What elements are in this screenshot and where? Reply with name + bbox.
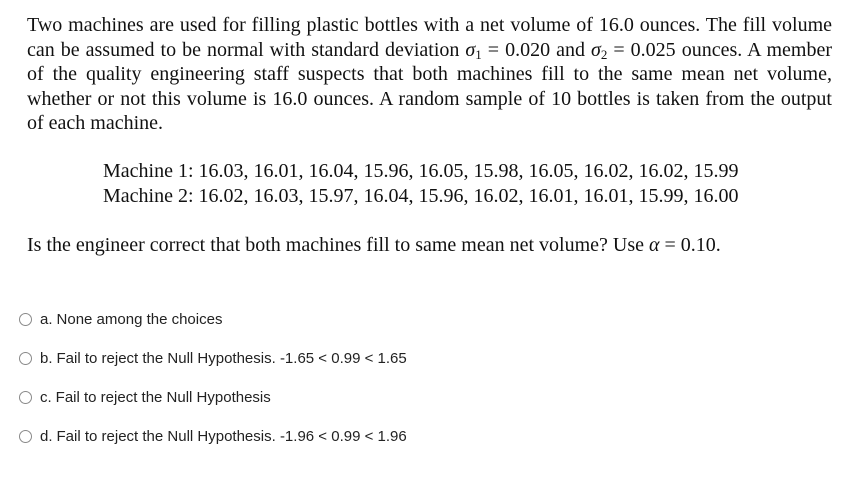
radio-b[interactable] bbox=[19, 352, 32, 365]
sigma-1-value: = 0.020 and bbox=[481, 38, 591, 61]
machine-1-data: Machine 1: 16.03, 16.01, 16.04, 15.96, 16.05, 15.98, 16.05, 16.02, 16.02, 15.99 bbox=[103, 160, 739, 182]
sigma-2-subscript: 2 bbox=[600, 46, 608, 62]
sample-data bbox=[103, 159, 739, 209]
choice-a-letter: a. bbox=[40, 310, 53, 328]
alpha-value: = 0.10. bbox=[659, 234, 721, 256]
alpha-symbol: α bbox=[649, 234, 660, 256]
question bbox=[27, 233, 721, 258]
choice-d-text: Fail to reject the Null Hypothesis. -1.96 < 0.99 < 1.96 bbox=[56, 427, 407, 445]
radio-c[interactable] bbox=[19, 391, 32, 404]
radio-d[interactable] bbox=[19, 430, 32, 443]
question-text: Is the engineer correct that both machines fill to same mean net volume? Use bbox=[27, 234, 650, 256]
sigma-1-symbol: σ bbox=[465, 38, 476, 61]
sigma-2-symbol: σ bbox=[591, 38, 601, 61]
choice-b-letter: b. bbox=[40, 349, 53, 367]
radio-a[interactable] bbox=[19, 313, 32, 326]
problem-text-part1: Two machines are used for filling plastic bottles with a net volume of 16.0 ounces. The fill volume can be assumed to be normal with standard deviation bbox=[27, 14, 832, 61]
choice-d-letter: d. bbox=[40, 427, 53, 445]
problem-text-part2: ounces. A member of the quality engineering staff suspects that both machines fill to the same mean net volume, whether or not this volume is 16.0 ounces. A random sample of 10 bottles is taken from the output of each machine. bbox=[27, 38, 833, 134]
choice-a-text: None among the choices bbox=[56, 310, 223, 328]
choice-b-text: Fail to reject the Null Hypothesis. -1.65 < 0.99 < 1.65 bbox=[56, 349, 407, 367]
problem-statement bbox=[27, 13, 832, 136]
sigma-2-value: = 0.025 bbox=[607, 38, 676, 61]
choice-d[interactable] bbox=[19, 425, 407, 447]
sigma-1-subscript: 1 bbox=[475, 46, 482, 62]
choice-b[interactable] bbox=[19, 347, 407, 369]
choice-c-text: Fail to reject the Null Hypothesis bbox=[55, 388, 271, 406]
choice-c-letter: c. bbox=[40, 388, 52, 406]
machine-2-data: Machine 2: 16.02, 16.03, 15.97, 16.04, 15.96, 16.02, 16.01, 16.01, 15.99, 16.00 bbox=[103, 185, 739, 207]
choice-a[interactable] bbox=[19, 308, 222, 330]
choice-c[interactable] bbox=[19, 386, 271, 408]
